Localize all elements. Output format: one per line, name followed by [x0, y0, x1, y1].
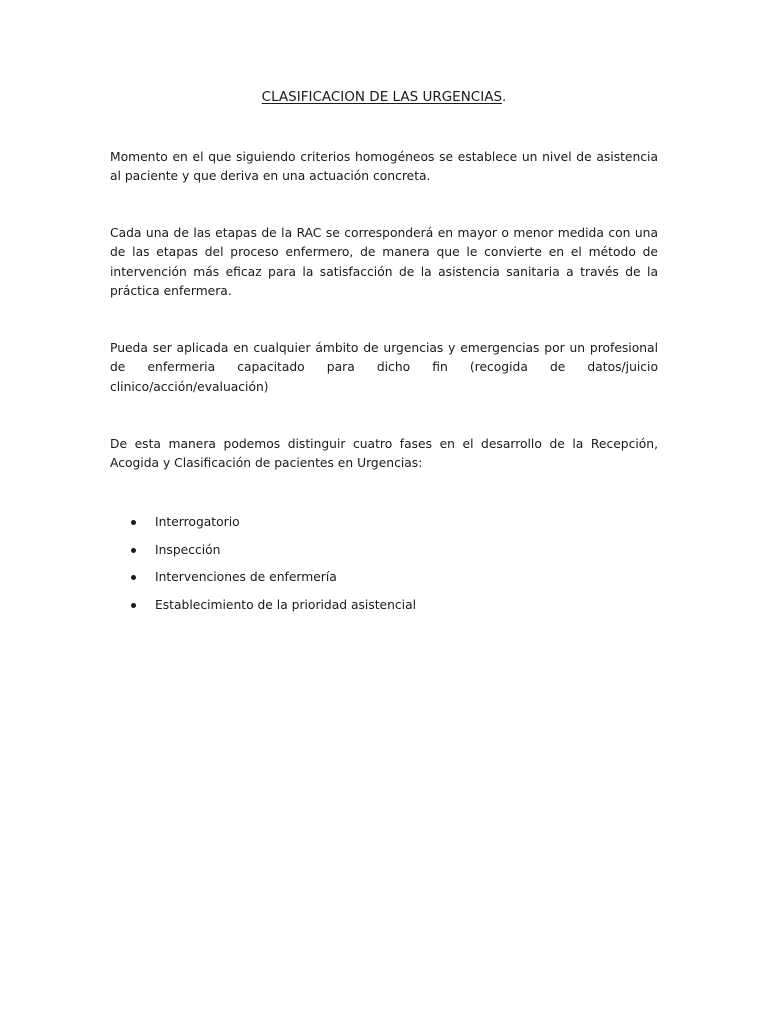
- bullet-icon: [131, 520, 136, 525]
- paragraph-application: Pueda ser aplicada en cualquier ámbito de urgencias y emergencias por un profesional de enfermeria capacitado para dicho fin (recogida de datos/juicio clinico/acción/evaluación): [110, 341, 658, 394]
- list-item: [110, 568, 416, 596]
- paragraph-definition: Momento en el que siguiendo criterios homogéneos se establece un nivel de asistencia al paciente y que deriva en una actuación concreta.: [110, 150, 658, 184]
- list-item: [110, 596, 416, 624]
- list-item-label: Inspección: [155, 542, 221, 557]
- list-item: [110, 513, 416, 541]
- bullet-icon: [131, 575, 136, 580]
- paragraph-phases-intro: De esta manera podemos distinguir cuatro fases en el desarrollo de la Recepción, Acogida y Clasificación de pacientes en Urgencias:: [110, 437, 658, 471]
- paragraph-rac-stages: Cada una de las etapas de la RAC se corresponderá en mayor o menor medida con una de las etapas del proceso enfermero, de manera que le convierte en el método de intervención más eficaz para la satisfacción de la asistencia sanitaria a través de la práctica enfermera.: [110, 226, 658, 298]
- document-title: [110, 87, 658, 107]
- document-title-text: CLASIFICACION DE LAS URGENCIAS: [261, 89, 503, 105]
- list-item-label: Interrogatorio: [155, 515, 240, 529]
- bullet-icon: [131, 603, 136, 608]
- list-item-label: Intervenciones de enfermería: [155, 570, 337, 584]
- bullet-icon: [131, 548, 136, 553]
- list-item: [110, 541, 416, 569]
- list-item-label: Establecimiento de la prioridad asistencial: [155, 597, 417, 612]
- document-title-period: .: [502, 89, 507, 105]
- phases-list: [110, 513, 416, 623]
